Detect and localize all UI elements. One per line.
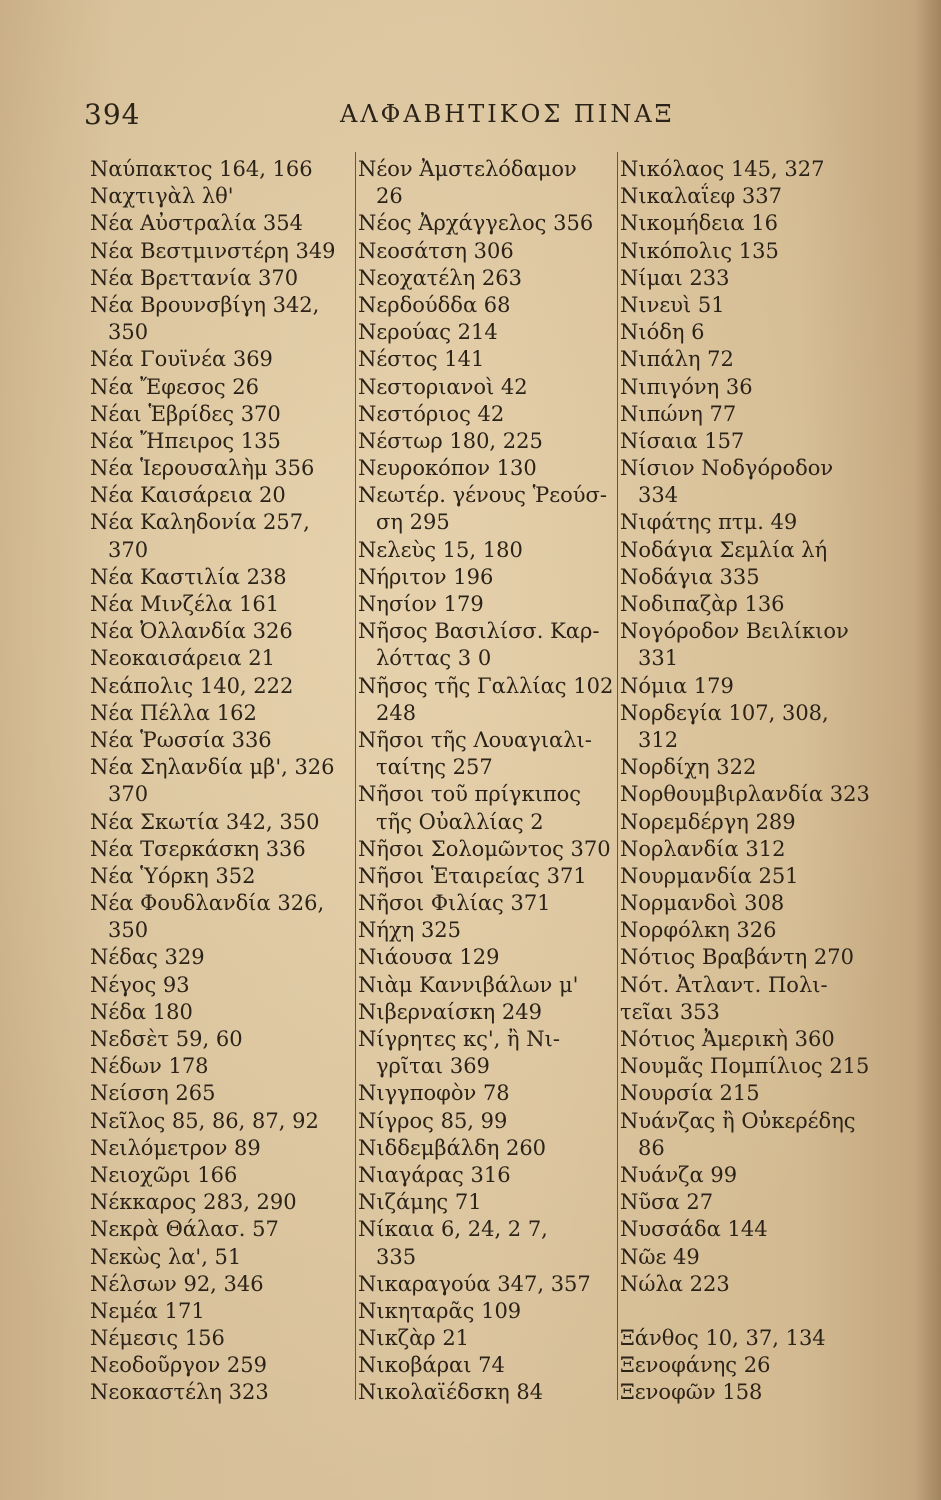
- index-entry: Νεοκαστέλη 323: [90, 1380, 269, 1405]
- index-entry: Νήριτον 196: [358, 564, 494, 589]
- index-entry: Νορθουμβιρλανδία 323: [620, 782, 870, 807]
- index-entry: Νιζάμης 71: [358, 1190, 482, 1215]
- column-divider: [617, 152, 618, 1400]
- page-edge-shadow: [915, 0, 941, 1500]
- index-entry: Νίσαια 157: [620, 428, 745, 453]
- index-entry: Νουρσία 215: [620, 1081, 760, 1106]
- index-entry: Νίσιον Νοδγόροδον: [620, 456, 834, 481]
- index-entry: Νίγρος 85, 99: [358, 1108, 508, 1133]
- index-entry: Νικόλαος 145, 327: [620, 157, 825, 181]
- index-entry: Νικολαϊέδσκη 84: [358, 1380, 544, 1405]
- index-entry: Νέα Ὑόρκη 352: [90, 863, 256, 888]
- index-entry: Νιπάλη 72: [620, 347, 734, 372]
- index-entry: Νιάουσα 129: [358, 945, 500, 970]
- index-entry: λόττας 3 0: [376, 646, 492, 671]
- index-entry: Νορδίχη 322: [620, 755, 757, 780]
- index-entry: Νέα Τσερκάσκη 336: [90, 836, 306, 861]
- index-entry: Νῶε 49: [620, 1244, 700, 1269]
- index-entry: Νότιος Ἀμερικὴ 360: [620, 1027, 835, 1051]
- index-entry: Νικομήδεια 16: [620, 211, 778, 236]
- index-entry: Νιπώνη 77: [620, 401, 737, 426]
- index-column-3: [620, 156, 880, 1407]
- index-entry: Νῦσα 27: [620, 1190, 714, 1215]
- index-entry: Νέα Καισάρεια 20: [90, 483, 286, 508]
- index-entry: Νεκρὰ Θάλασ. 57: [90, 1217, 279, 1242]
- index-entry: Νίμαι 233: [620, 265, 730, 290]
- index-entry: 335: [376, 1244, 417, 1269]
- index-entry: Νίγρητες κς', ἢ Νι-: [358, 1027, 560, 1051]
- index-entry: Νέδας 329: [90, 945, 205, 970]
- index-entry: Νιδδεμβάλδη 260: [358, 1135, 547, 1160]
- index-entry: Νιβερναίσκη 249: [358, 999, 542, 1024]
- index-entry: Νέδα 180: [90, 999, 193, 1024]
- index-entry: Νώλα 223: [620, 1271, 730, 1296]
- index-entry: Νῆσος Βασιλίσσ. Καρ-: [358, 619, 600, 644]
- index-entry: Νέστωρ 180, 225: [358, 428, 543, 453]
- index-entry: 350: [108, 320, 149, 345]
- index-entry: Νουμᾶς Πομπίλιος 215: [620, 1054, 870, 1079]
- index-entry: Νερδούδδα 68: [358, 292, 511, 317]
- index-entry: 26: [376, 184, 403, 209]
- page-number: 394: [84, 98, 141, 131]
- index-entry: Νειλόμετρον 89: [90, 1135, 261, 1160]
- index-entry: 331: [638, 646, 679, 671]
- index-entry: Νέα Μινζέλα 161: [90, 592, 280, 616]
- index-entry: Νέα Ἤπειρος 135: [90, 428, 281, 453]
- index-entry: Νῆσοι τοῦ πρίγκιπος: [358, 782, 582, 807]
- index-entry: Νίκαια 6, 24, 2 7,: [358, 1217, 548, 1242]
- index-entry: Νῆσος τῆς Γαλλίας 102: [358, 673, 614, 698]
- index-entry: Νειοχῶρι 166: [90, 1162, 238, 1187]
- index-entry: Νεωτέρ. γένους Ῥεούσ-: [358, 483, 607, 508]
- index-entry: Ξενοφῶν 158: [620, 1380, 763, 1405]
- column-divider: [355, 152, 356, 1400]
- index-entry: 370: [108, 782, 149, 807]
- index-entry: Νεοκαισάρεια 21: [90, 646, 275, 671]
- index-entry: 86: [638, 1135, 665, 1160]
- index-entry: Νείσση 265: [90, 1081, 216, 1106]
- index-entry: Νικόπολις 135: [620, 238, 779, 263]
- index-entry: Νέα Βρεττανία 370: [90, 265, 299, 290]
- index-entry: Νορφόλκη 326: [620, 918, 777, 943]
- index-entry: Νέα Βρουνσβίγη 342,: [90, 292, 320, 317]
- index-entry: Νοδάγια 335: [620, 564, 760, 589]
- index-entry: Νῆσοι Ἑταιρείας 371: [358, 863, 587, 888]
- index-entry: Νογόροδον Βειλίκιον: [620, 619, 849, 644]
- index-entry: Νεστόριος 42: [358, 401, 505, 426]
- index-entry: Νικηταρᾶς 109: [358, 1298, 522, 1323]
- index-entry: Νιαγάρας 316: [358, 1162, 511, 1187]
- page-title: ΑΛΦΑΒΗΤΙΚΟΣ ΠΙΝΑΞ: [340, 100, 675, 128]
- index-entry: Νήχη 325: [358, 918, 462, 943]
- index-entry: 334: [638, 483, 679, 508]
- index-entry: Νικαλαΐεφ 337: [620, 184, 782, 209]
- index-entry: Νυάνζα 99: [620, 1162, 738, 1187]
- index-entry: Νῆσοι Σολομῶντος 370: [358, 836, 611, 861]
- index-entry: Νουρμανδία 251: [620, 863, 799, 888]
- index-entry: 350: [108, 918, 149, 943]
- index-entry: Νεστοριανοὶ 42: [358, 374, 528, 399]
- index-column-1: [90, 156, 352, 1407]
- index-entry: Νερούας 214: [358, 320, 498, 345]
- index-entry: Νέα Αὐστραλία 354: [90, 211, 304, 236]
- index-entry: Νιπιγόνη 36: [620, 374, 753, 399]
- index-entry: Νέγος 93: [90, 972, 190, 997]
- index-entry: Νιὰμ Καννιβάλων μ': [358, 972, 579, 997]
- index-entry: Νῆσοι τῆς Λουαγιαλι-: [358, 727, 592, 752]
- index-entry: Νυάνζας ἢ Οὐκερέδης: [620, 1108, 856, 1133]
- index-entry: Νέα Φουδλανδία 326,: [90, 891, 325, 916]
- index-entry: Νεδσὲτ 59, 60: [90, 1027, 243, 1051]
- index-entry: γρῖται 369: [376, 1054, 490, 1079]
- index-entry: Νιόδη 6: [620, 320, 705, 345]
- index-entry: Νέαι Ἑβρίδες 370: [90, 401, 281, 426]
- index-entry: Νεῖλος 85, 86, 87, 92: [90, 1108, 319, 1133]
- index-entry: Νέα Βεστμινστέρη 349: [90, 238, 336, 263]
- index-entry: Νεκὼς λα', 51: [90, 1244, 242, 1269]
- index-entry: Νιγγποφὸν 78: [358, 1081, 510, 1106]
- index-entry: Νιφάτης πτμ. 49: [620, 510, 798, 535]
- index-entry: 248: [376, 700, 417, 725]
- index-entry: Νέα Πέλλα 162: [90, 700, 257, 725]
- index-entry: Νέα Σηλανδία μβ', 326: [90, 755, 335, 780]
- index-entry: Νικαραγούα 347, 357: [358, 1271, 591, 1296]
- index-entry: Νέον Ἀμστελόδαμον: [358, 157, 577, 181]
- index-entry: Ναύπακτος 164, 166: [90, 157, 313, 181]
- index-entry: Νορεμδέργη 289: [620, 809, 796, 834]
- index-entry: Νεοχατέλη 263: [358, 265, 522, 290]
- index-entry: Νεάπολις 140, 222: [90, 673, 294, 698]
- index-entry: Νέα Ὀλλανδία 326: [90, 619, 293, 644]
- index-entry: Νέδων 178: [90, 1054, 209, 1079]
- index-entry: Νορδεγία 107, 308,: [620, 700, 829, 725]
- index-entry: ση 295: [376, 510, 450, 535]
- index-entry: Νελεὺς 15, 180: [358, 537, 523, 562]
- index-entry: Ξάνθος 10, 37, 134: [620, 1326, 826, 1351]
- index-entry: Ναχτιγὰλ λθ': [90, 184, 234, 209]
- index-entry: Νέα Καληδονία 257,: [90, 510, 310, 535]
- index-entry: Νέκκαρος 283, 290: [90, 1190, 297, 1215]
- index-column-2: [358, 156, 614, 1407]
- index-entry: Νορμανδοὶ 308: [620, 891, 785, 916]
- index-entry: Νότιος Βραβάντη 270: [620, 945, 854, 970]
- index-entry: Νοδιπαζὰρ 136: [620, 592, 785, 616]
- index-entry: Νέα Ἔφεσος 26: [90, 374, 260, 399]
- index-entry: Νορλανδία 312: [620, 836, 786, 861]
- index-entry: τῆς Οὐαλλίας 2: [376, 809, 544, 834]
- index-entry: Νοδάγια Σεμλία λή: [620, 537, 828, 562]
- index-entry: 312: [638, 727, 679, 752]
- index-entry: Νέα Ῥωσσία 336: [90, 727, 272, 752]
- index-entry: Νέλσων 92, 346: [90, 1271, 264, 1296]
- index-entry: Νησίον 179: [358, 592, 484, 616]
- index-entry: τεῖαι 353: [620, 999, 720, 1024]
- index-entry: 370: [108, 537, 149, 562]
- index-entry: Νέστος 141: [358, 347, 485, 372]
- index-entry: Νέμεσις 156: [90, 1326, 225, 1351]
- index-entry: Νινευὶ 51: [620, 292, 725, 317]
- index-entry: ταίτης 257: [376, 755, 493, 780]
- index-entry: Νεοδοῦργον 259: [90, 1353, 268, 1378]
- index-entry: Νικζὰρ 21: [358, 1326, 470, 1351]
- index-entry: Νεοσάτση 306: [358, 238, 514, 263]
- index-entry: Νῆσοι Φιλίας 371: [358, 891, 551, 916]
- index-entry: Νυσσάδα 144: [620, 1217, 768, 1242]
- index-entry: Νότ. Ἀτλαντ. Πολι-: [620, 972, 828, 997]
- index-entry: Νέα Ἱερουσαλὴμ 356: [90, 456, 315, 481]
- index-entry: Νόμια 179: [620, 673, 734, 698]
- index-entry: Νέος Ἀρχάγγελος 356: [358, 211, 594, 236]
- index-entry: Νικοβάραι 74: [358, 1353, 505, 1378]
- index-entry: [620, 1298, 880, 1325]
- index-entry: Νευροκόπον 130: [358, 456, 537, 481]
- index-entry: Νέα Σκωτία 342, 350: [90, 809, 320, 834]
- index-entry: Ξενοφάνης 26: [620, 1353, 771, 1378]
- index-entry: Νεμέα 171: [90, 1298, 205, 1323]
- index-entry: Νέα Καστιλία 238: [90, 564, 287, 589]
- index-entry: Νέα Γουϊνέα 369: [90, 347, 273, 372]
